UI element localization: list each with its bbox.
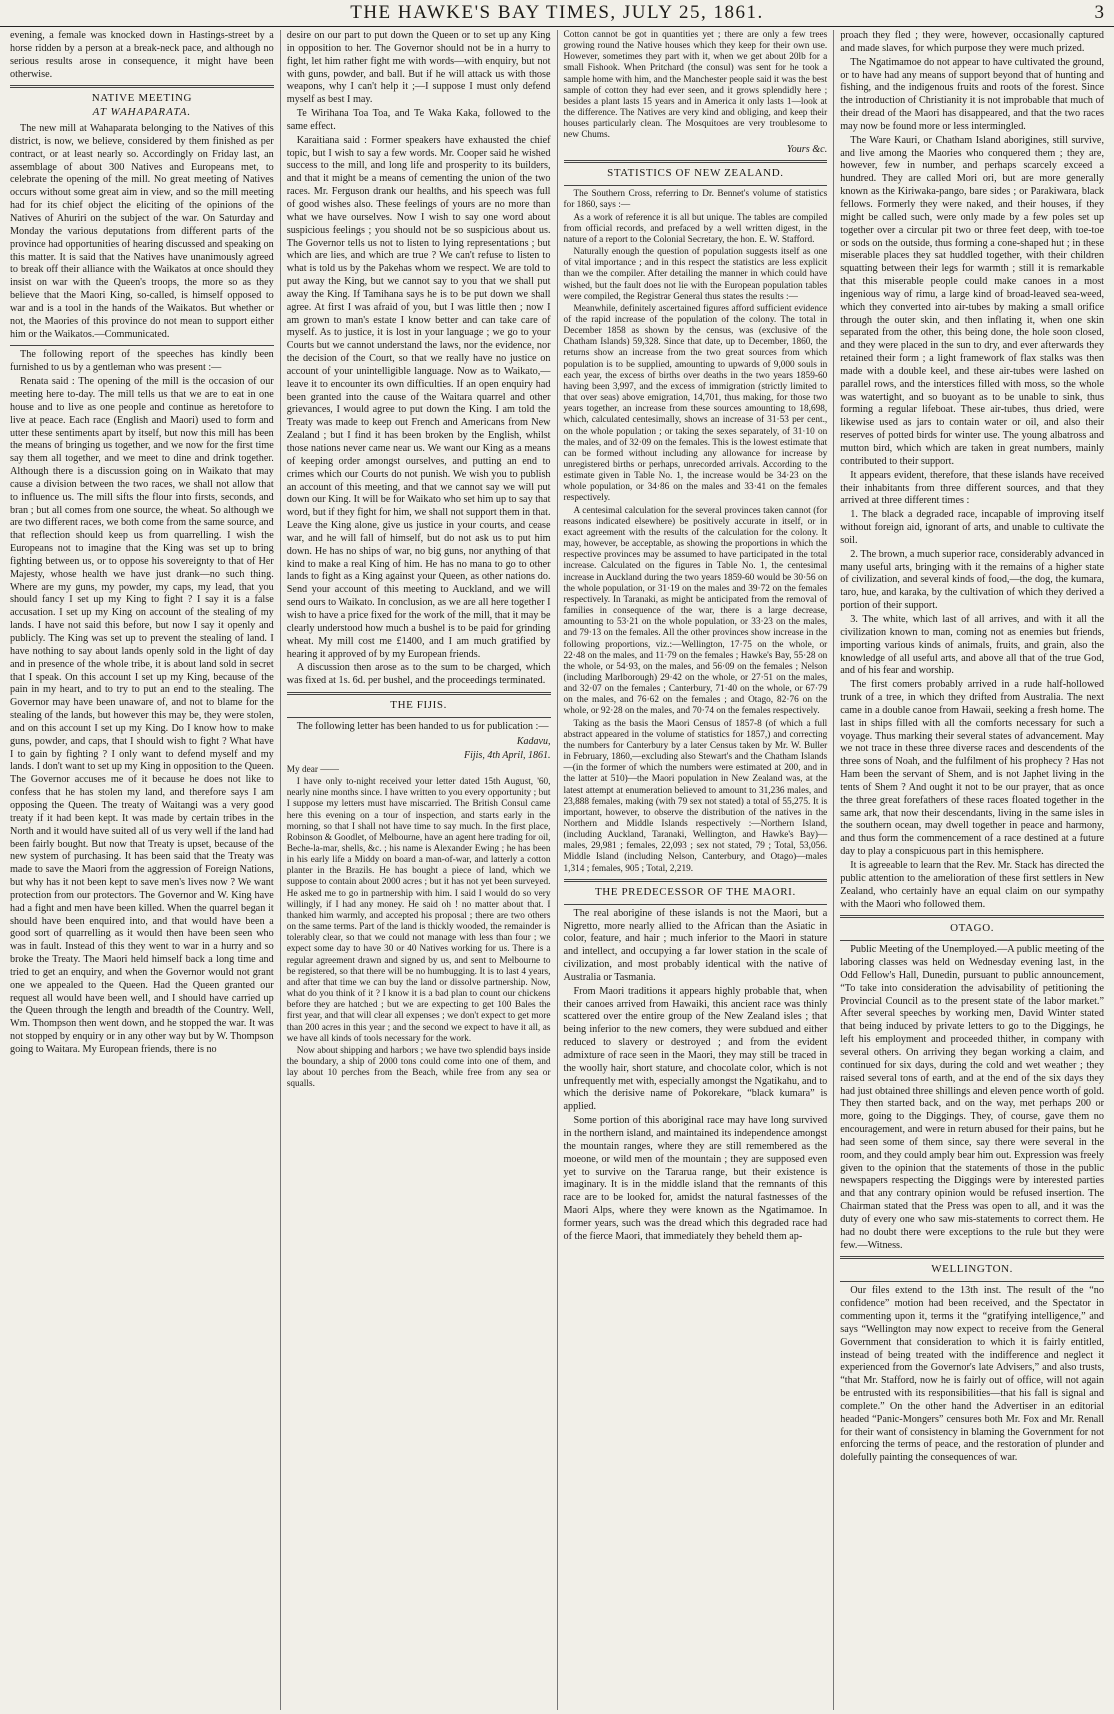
- article-paragraph: It appears evident, therefore, that these islands have received their inhabitants from three different sources, and that they arrived at three different times :: [840, 469, 1104, 507]
- article-paragraph: 2. The brown, a much superior race, considerably advanced in many useful arts, bringing with it the remains of a higher state of civilization, and several kinds of food,—the dog, the kumara, taro, hue, and karaka, by the cultivation of which they derived a portion of their support.: [840, 548, 1104, 612]
- letter-body: Now about shipping and harbors ; we have two splendid bays inside the boundary, a ship of 2000 tons could come into one of them, and lay about 10 perches from the Beach, while free from any sea or squalls.: [286, 1045, 551, 1090]
- article-paragraph: Meanwhile, definitely ascertained figures afford sufficient evidence of the rapid increase of the population of the colony. The total in December 1858 as shown by the census, was (exclusive of the Chatham Islands) 59,328. Since that date, up to December, 1860, the returns show an increase from the two great sources from which population is to be supplied, amounting to upwards of 9,000 souls in each year, the excess of births over deaths in the two years 1859-60 having been 3,997, and the excess of immigration (strictly limited to that over seas) above emigration, 14,701, thus making, for those two years together, an increase from these sources amounting to 18,698, which, calculated centesimally, shows an increase of 31·53 per cent., on the whole population ; or taking the sexes separately, of 31·10 on the males, and of 32·09 on the females. This is the lowest estimate that can be formed without including any allowance for increase by unregistered births or perhaps, unrecorded arrivals. According to the estimate given in Table No. 1, the increase would be 34·23 on the whole population, or 34·86 on the males and 33·41 on the females respectively.: [563, 303, 828, 504]
- article-paragraph: The new mill at Wahaparata belonging to the Natives of this district, is now, we believe, considered by them finished as per contract, or at least nearly so. Accordingly on Friday last, an assemblage of about 300 Natives and Europeans met, to celebrate the opening of the mill. No great meeting of Natives occurs without some great aim in view, and so the mill meeting had for its chief object the eliciting of the opinions of the Natives of Ahuriri on the subject of the war. On Saturday and Monday the various deputations from different parts of the province had opportunities of hearing discussed and speaking on this matter. It is said that the Natives have unanimously agreed to break off their alliance with the Waikatos at once should they insist on war with the Queen's troops, the more so as they believe that the Maori King, so-called, is himself opposed to war and is a tool in the hands of the Waikatos. But whether or not, the Maories of this province do not mean to support either him or the Waikatos.—Communicated.: [10, 123, 274, 340]
- statistics-heading: STATISTICS OF NEW ZEALAND.: [607, 167, 784, 180]
- article-paragraph: The Ware Kauri, or Chatham Island aborigines, still survive, and live among the Maories who conquered them ; they are, however, few in number, and perhaps scarcely exceed a hundred. They are called Mori ori, but are more generally known as the Kiriwaka-pango, bare sides ; or Parakiwara, black fellows. Formerly they were naked, and their houses, if they might be called such, were only made by a few poles set up together over a circular pit two or three feet deep, with toe-toe or sods on the outside, thus forming a cone-shaped hut ; in these miserable places they sat huddled together, with their children squatting between their legs for warmth ; still it is remarkable that this miserable people could make canoes in a most ingenious way of rimu, a large kind of broad-leaved sea-weed, which they converted into air-tubes by making a small orifice through the outer skin, and then inflating it, when one skin separated from the other, this being done, the hole soon closed, and they were placed in the sun to dry, and ever afterwards they retained their form ; a light framework of flax stalks was then made with a double keel, and these air-tubes were lashed on parallel rows, and the interstices filled with moss, so the whole was watertight, and so buoyant as to be unable to sink, thus forming a regular lifeboat. These air-tubes, thus dried, were likewise used as jars to contain water or oil, and also their reserves of potted birds for winter use. The young albatross and mutton bird, which which are taken in great numbers, mainly contributed to their support.: [840, 134, 1104, 467]
- heading-rule: [564, 185, 828, 186]
- article-paragraph: As a work of reference it is all but unique. The tables are compiled from official records, and prefaced by a well written digest, in the nature of a report to the Colonial Secretary, the hon. E. W. Stafford.: [563, 212, 828, 245]
- article-paragraph: desire on our part to put down the Queen or to set up any King in opposition to her. The Governor should not be in a hurry to fight, let him rather fight me with words—with enquiry, but not with guns, powder, and ball. But if he will attack us with those weapons, why I can't help it ;—I suppose I must only defend myself as best I may.: [286, 30, 551, 106]
- article-paragraph: Renata said : The opening of the mill is the occasion of our meeting here to-day. The mill tells us that we are to eat in one house and to live as one people and continue as heretofore to live at peace. Each race (English and Maori) used to form and utter these sentiments apart by itself, but now this mill has been the means of bringing us together, and we now for the first time say them all together, and we meet to dine and drink together. Although there is a discussion going on in Waikato that may cause a division between the two races, we shall not allow that to influence us. The mill sifts the flour into firsts, seconds, and bran ; but all comes from one source, the wheat. So although we are two different races, we both come from the same source, and that reflection should keep us from quarrelling. I wish the Europeans not to imagine that the King was set up to bring fighting between us, or to oppose his sovereignty to that of Her Majesty, whose health we have just drank—no such thing. Where are my guns, my powder, my caps, my lead, that you should fancy I set up my King to fight ? I say it is a false accusation. I set up my King on account of the stealing of my lands. I have not said this before, but now I say it openly and publicly. The King was set up to prevent the stealing of land. I have nothing to say about lands openly sold in the light of day and in presence of the whole tribe, it is about land sold in secret that I speak. On this account I set up my King, because of the pain in my heart, and to try to put an end to the stealing. The Governor may have been unaware of, and not to blame for the stealing of the lands, but however this may be, they were stolen, and on this account I set up my King. Do I know how to make guns, powder, and caps, that I should wish to fight ? What have I to gain by fighting ? I only want to defend myself and my lands. I don't want to set up my King in opposition to the Queen. The Governor accuses me of it because he does not like to confess that he has stolen my land, and therefore says I am opposing the Queen. The treaty of Waitangi was a very good treaty if it had been kept. It was made by certain tribes in the North and it would have suited all of us very well if the land had been fairly bought. But now that Treaty is upset, because of the new system of purchasing. It has been said that the Treaty was made to save the Maori from the aggression of Foreign Nations, but why has it not been kept to save men's lives now ? We want protection from our protectors. The Governor and W. King have had a fight and men have been killed. When the quarrel began it should have been enquired into, and that would have been a good sort of quarrelling as it would then have been seen who was in fault. Instead of this they went to war in a hurry and so broke the Treaty. The Maori held himself back a long time and tried to get an enquiry, and when the Governor would not grant one we appealed to the Queen. Had the Queen granted our request all would have been well, and I should have carried up the Queen through the length and breadth of the Country. Well, Wm. Thompson then went down, and he stopped the war. It was not stopped by enquiry or in any other way but by W. Thompson going to Waitara. My European friends, there is no: [10, 376, 274, 1055]
- article-paragraph: Public Meeting of the Unemployed.—A public meeting of the laboring classes was held on Wednesday evening last, in the Odd Fellow's Hall, Dunedin, pursuant to public announcement, “To take into consideration the advisability of petitioning the Provincial Council as to the present state of the labor market.” After several speeches by working men, David Winter stated that being induced by private letters to go to the Diggings, he left his employment and proceeded thither, in company with several others. On arriving they began working a claim, and continued for six days, during the cold and wet weather ; they raised several tons of earth, and at the end of the six days they had just obtained three shillings and eleven pence worth of gold. They then started back, and on the way, met perhaps 200 or more, going to the Diggings. They, of course, gave them no encouragement, and were in return abused for their pains, but he had seen some of them since, say there were several in the room, and they could amply bear him out. Expression was freely given to the opinion that the statements of those in the public newspapers respecting the Diggings were by interested parties and that any contrary opinion would be refused insertion. The Chairman stated that the Press was open to all, and it was the duty of every one who saw mis-statements to correct them. He had no doubt there were exceptions to the rule but they were few.—Witness.: [840, 944, 1104, 1251]
- section-divider: [564, 879, 828, 882]
- article-paragraph: The Ngatimamoe do not appear to have cultivated the ground, or to have had any means of support beyond that of hunting and fishing, and the indigenous fruits and roots of the forest. Since the introduction of Christianity it is not improbable that much of their dread of the Maori has disappeared, and that the two races may now be found more or less intermingled.: [840, 56, 1104, 132]
- article-divider: [10, 345, 274, 346]
- article-paragraph: Some portion of this aboriginal race may have long survived in the northern island, and maintained its independence amongst the mountain ranges, where they are still remembered as the moeone, or wild men of the mountain ; they are supposed even yet to survive on the Tararua range, but their existence is imaginary. It is in the middle island that the remnants of this race are to be looked for, amidst the natural fastnesses of the Maori Alps, where they were known as the Ngatimamoe. In former years, such was the dread which this degraded race had of the fierce Maori, that immediately they beheld them ap-: [563, 1115, 828, 1242]
- article-paragraph: Taking as the basis the Maori Census of 1857-8 (of which a full abstract appeared in the volume of statistics for 1857,) and correcting the numbers for Canterbury by a later Census taken by Mr. W. Buller in February, 1860,—excluding also Stewart's and the Chatham Islands—(in the former of which the numbers were estimated at 200, and in the latter at 510)—the Maori population in New Zealand was, at the latest attempt at enumeration believed to amount to 31,236 males, and 23,888 females, making (with 79 sex not stated) a total of 55,275. It is important, however, to observe the distribution of the natives in the Northern and Middle Islands respectively :—Northern Island, (including Auckland, Taranaki, Wellington, and Hawke's Bay)—males, 29,981 ; females, 22,093 ; sex not stated, 79 ; Total, 53,056. Middle Island (including Nelson, Canterbury, and Otago)—males 1,314 ; females, 905 ; Total, 2,219.: [563, 718, 828, 874]
- heading-rule: [564, 904, 828, 905]
- heading-rule: [287, 717, 551, 718]
- article-paragraph: Our files extend to the 13th inst. The result of the “no confidence” motion had been received, and the Spectator in commenting upon it, terms it the “gratifying intelligence,” and says “Wellington may now expect to receive from the General Government that consideration to which it is fairly entitled, instead of being treated with the indifference and neglect it experienced from the Governor's late Advisers,” and also trusts, “that Mr. Stafford, now he is fairly out of office, will not again be entrusted with its responsibilities—that his fall is signal and complete.” On the other hand the Advertiser in an editorial headed “Panic-Mongers” censures both Mr. Fox and Mr. Renall for their want of consistency in blaming the Government for not enforcing the terms of peace, and the restoration of plunder and dolefully painting the consequences of war.: [840, 1285, 1104, 1464]
- section-divider: [840, 915, 1104, 918]
- wellington-heading: WELLINGTON.: [931, 1263, 1014, 1276]
- section-divider: [840, 1256, 1104, 1259]
- article-paragraph: The following letter has been handed to us for publication :—: [296, 720, 549, 732]
- section-divider: [287, 692, 551, 695]
- columns: [4, 30, 1110, 1710]
- native-meeting-heading: NATIVE MEETING: [91, 92, 193, 105]
- article-paragraph: The following report of the speeches has kindly been furnished to us by a gentleman who was present :—: [10, 349, 274, 374]
- article-paragraph: It is agreeable to learn that the Rev. Mr. Stack has directed the public attention to the amelioration of these first settlers in New Zealand, who certainly have an equal claim on our sympathy with the Maori who followed them.: [840, 860, 1104, 910]
- article-paragraph: 1. The black a degraded race, incapable of improving itself without foreign aid, ignorant of arts, and unable to cultivate the soil.: [840, 509, 1104, 546]
- article-paragraph: A centesimal calculation for the several provinces taken cannot (for reasons indicated elsewhere) be positively accurate in itself, or in exact agreement with the results of the calculation for the colony. It may, however, be acceptable, as showing the proportions in which the respective provinces may be assumed to have participated in the total increase. Calculated on the figures in Table No. 1, the centesimal increase in Auckland during the two years 1859-60 would be 30·56 on the whole population, or 31·19 on the males and 39·72 on the females respectively. In Taranaki, as might be anticipated from the removal of families in consequence of the war, there is a large decrease, amounting to 53·21 on the whole population, or 33·23 on the males, and 79·13 on the females. All the other provinces show increase in the following proportions, viz.:—Wellington, 17·75 on the whole, or 22·48 on the males, and 11·79 on the females ; Hawke's Bay, 55·28 on the whole, or 54·93, on the males, and 56·09 on the females ; Nelson (including Marlborough) 29·42 on the whole, or 27·51 on the males, and 32·07 on the females ; Canterbury, 71·40 on the whole, or 67·79 on the males, and 76·62 on the females ; and Otago, 82·76 on the whole, or 92·28 on the males, and 70·74 on the females respectively.: [563, 505, 828, 717]
- column-1: [4, 30, 281, 1710]
- fijis-heading: THE FIJIS.: [390, 699, 447, 712]
- column-4: [834, 30, 1110, 1710]
- article-paragraph: Te Wirihana Toa Toa, and Te Waka Kaka, followed to the same effect.: [286, 108, 551, 132]
- letter-signoff: Yours &c.: [786, 143, 828, 155]
- heading-rule: [840, 1281, 1104, 1282]
- heading-rule: [840, 940, 1104, 941]
- article-paragraph: A discussion then arose as to the sum to be charged, which was fixed at 1s. 6d. per bushel, and the proceedings terminated.: [286, 662, 551, 687]
- predecessor-heading: THE PREDECESSOR OF THE MAORI.: [594, 885, 796, 898]
- letter-date: Fijis, 4th April, 1861.: [464, 750, 551, 762]
- article-paragraph: Naturally enough the question of population suggests itself as one of vital importance ; and in this respect the statistics are less explicit than we the compiler. After detailing the manner in which could have wished, but the fault does not lie with the European population tables were compiled, the Registrar General thus states the results :—: [563, 247, 828, 302]
- letter-body: Cotton cannot be got in quantities yet ; there are only a few trees growing round the Native houses which they keep for their own use. However, sometimes they part with it, when we get about 20lb for a small Fishook. When Pritchard (the consul) was sent for he took a sample home with him, and the Manchester people said it was the best sample of cotton they had ever seen, and it grows splendidly here ; besides a plant lasts 15 years and in America it only lasts 1—look at the difference. The Natives are very kind and obliging, and keep their houses particularly clean. The Mosquitoes are very troublesome to new Chums.: [563, 30, 828, 141]
- section-divider: [564, 160, 828, 163]
- article-paragraph: The first comers probably arrived in a rude half-hollowed trunk of a tree, in which they drifted from Australia. The next came in a double canoe from Hawaii, seeking a fresh home. The last in ships filled with all the comforts necessary for such a voyage. Thus marking their several states of advancement. May we not trace in these three diverse races and descendents of the three sons of Noah, and the fulfilment of his prophecy ? Has not Ham been the servant of Shem, and is not Japhet living in the tents of Shem ? And ought it not to be our prayer, that as once the three great forefathers of these races floated together in the same ark, that now their descendants, living in the same isles in the southern ocean, may dwell together in peace and harmony, and thus form the commencement of a race destined at a future day to play a conspicuous part in this hemisphere.: [840, 679, 1104, 858]
- page-number: 3: [1094, 2, 1104, 23]
- article-paragraph: The Southern Cross, referring to Dr. Bennet's volume of statistics for 1860, says :—: [563, 189, 828, 211]
- masthead-title: THE HAWKE'S BAY TIMES, JULY 25, 1861.: [350, 2, 764, 23]
- column-3: [558, 30, 835, 1710]
- otago-heading: OTAGO.: [950, 922, 995, 935]
- intro-paragraph: evening, a female was knocked down in Hastings-street by a horse ridden by a person at a break-neck pace, and although no serious results arose in consequence, it might have been otherwise.: [10, 30, 274, 80]
- article-paragraph: From Maori traditions it appears highly probable that, when their canoes arrived from Hawaiki, this ancient race was thinly scattered over the entire group of the New Zealand isles ; that being inferior to the new comers, they were subdued and either reduced to slavery or destroyed ; and from the evident admixture of race seen in the Maori, they may still be traced in the woolly hair, short stature, and chocolate color, which is not unfrequently met with, especially amongst the Ngatikahu, and to which the derisive name of Pokorekare, “black kumara” is applied.: [563, 985, 828, 1113]
- article-paragraph: The real aborigine of these islands is not the Maori, but a Nigretto, more nearly allied to the African than the Asiatic in color, feature, and hair ; much inferior to the Maori in stature and intellect, and occupying a far lower station in the scale of civilization, and most probably identical with the native of Australia or Tasmania.: [563, 907, 828, 983]
- native-meeting-subheading: AT WAHAPARATA.: [92, 106, 192, 119]
- article-paragraph: Karaitiana said : Former speakers have exhausted the chief topic, but I wish to say a few words. Mr. Cooper said he wished success to the mill, and long life and prosperity to its builders, and that it might be a means of cementing the union of the two races. Mr. Ferguson drank our healths, and his speech was full of good wishes also. These feelings of yours are no more than what we have ourselves. Now I wish to say one word about suspicious feelings ; you should not be so suspicious about us. The Governor tells us not to listen to lying representations ; but which are lies, and which are true ? We can't refuse to listen to what is told us by the Pakehas whom we respect. We are told to put away the King, but we cannot say to you that we shall put away the King. If Tamihana says he is to be put down we shall agree. At first I was afraid of you, but I was little then ; now I am grown to man's estate I know better and can take care of myself. As to justice, it is lost in your language ; we go to your Courts but we cannot understand the laws, nor the evidence, nor the decision of the Court, so that we really have no justice on account of your unintelligible language. Now as to Waikato,—leave it to encounter its own difficulties. If an open enquiry had been granted into the cause of the Waitara quarrel and other grievances, I would agree to put down the King. I am told the Treaty was made to keep out French and Americans from New Zealand ; but I find it has been broken by the English, whilst those nations never came near us. We want our King as a means of keeping order amongst ourselves, and putting an end to crimes which our Courts do not punish. We wish you to publish an account of this meeting, and that we cannot say we will put down our King. It will be for Waikato who set him up to say that word, but if they fight for him, we shall not support them in that. Leave the King alone, give us justice in your courts, and cease war, and he will fall of himself, but do not ask us to put him down. He has no ships of war, no big guns, nor anything of that kind to make a real King of him. He has no mana to go to other lands to fight as a King against your Queen, as other nations do. Send your account of this meeting to Auckland, and we will send ours to Waikato. In conclusion, as we are all here together I wish to have a price fixed for the work of the mill, that it may be clearly understood how much a bushel is to be paid for grinding wheat. My mill cost me £1400, and I am much gratified by hearing it approved of by my European friends.: [286, 134, 551, 660]
- section-divider: [10, 85, 274, 88]
- letter-place: Kadavu,: [516, 735, 551, 747]
- letter-salutation: My dear ——: [286, 764, 339, 775]
- letter-body: I have only to-night received your letter dated 15th August, '60, nearly nine months since. I have written to you every opportunity ; but I suppose my letters must have miscarried. The British Consul came here this evening on a tour of inspection, and starts early in the morning, so that I shall not have time to say much. In the first place, Robinson & Goodlet, of Melbourne, have an agent here trading for oil, Beche-la-mar, shells, &c. ; his name is Alexander Ewing ; he has been in his early life a Middy on board a man-of-war, and latterly a cotton planter in the Brazils. He has bought a piece of land, which we suppose to contain about 2000 acres ; but it has not yet been surveyed. He asked me to go in partnership with him. I said I would do so very willingly, if I had any money. He said oh ! no matter about that. I thanked him warmly, and accepted his proposal ; there are two others on the same terms. Part of the land is thickly wooded, the remainder is tolerably clear, so that we could not manage with less than four ; we expect some day to have 30 or 40 Natives working for us. There is a regular agreement drawn and signed by us, and sent to Melbourne to be registered, so that there will be no humbugging. It is to last 4 years, and after that time we can buy the land or dissolve partnership. Now, what do you think of it ? I know it is a bad plan to count our chickens before they are hatched ; but we are expecting to get 100 Bales the first year, and that will clear all expenses ; we don't expect to get more than 200 acres in this year ; and the second we expect to have it all, as we have all kinds of tools necessary for the work.: [286, 777, 551, 1044]
- column-2: [281, 30, 558, 1710]
- article-paragraph: proach they fled ; they were, however, occasionally captured and made slaves, for which purpose they were much prized.: [840, 30, 1104, 54]
- masthead: [0, 0, 1114, 27]
- article-paragraph: 3. The white, which last of all arrives, and with it all the civilization known to man, coming not as enemies but friends, importing various kinds of animals, fruits, and grain, also the knowledge of all useful arts, and above all that of the true God, and of his fear and worship.: [840, 613, 1104, 677]
